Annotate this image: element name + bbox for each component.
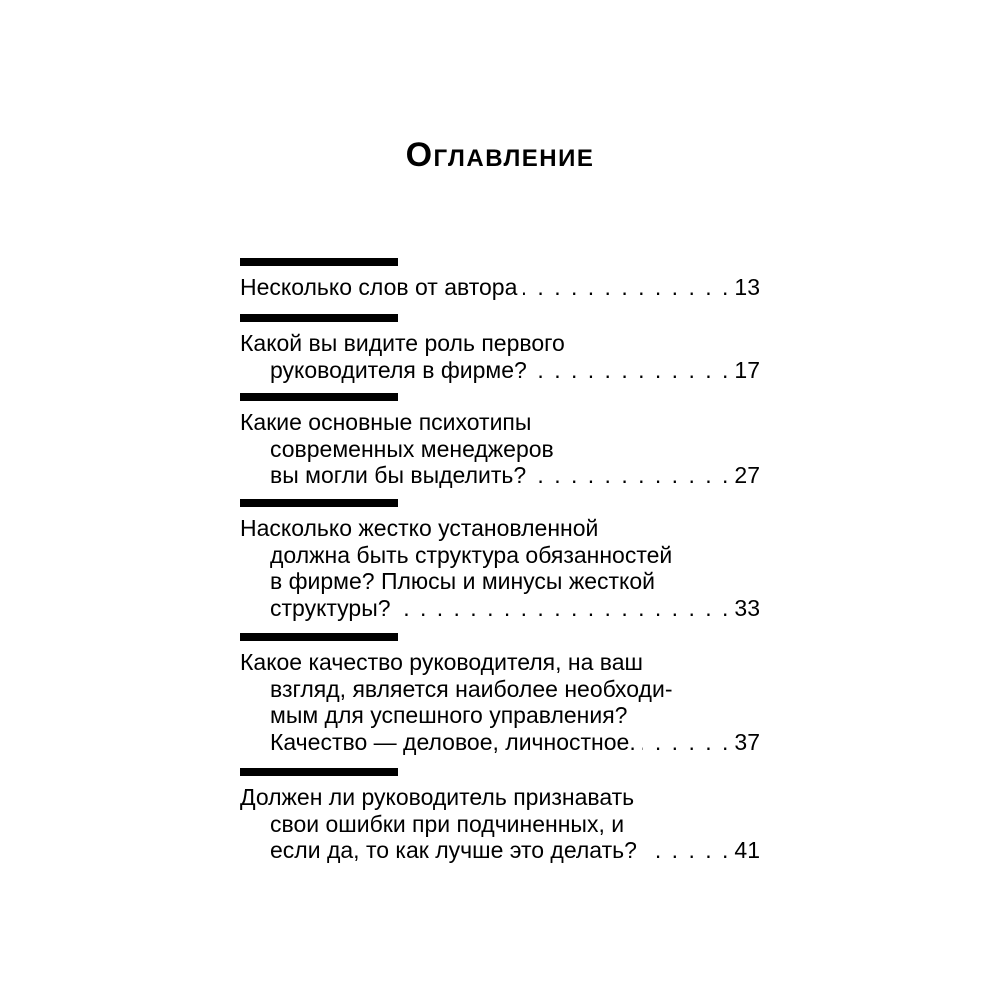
toc-entry <box>240 633 760 755</box>
toc-entry-text: если да, то как лучше это делать? <box>270 837 637 863</box>
toc-entry-text: Качество — деловое, личностное. <box>270 728 636 755</box>
page-number: 27 <box>734 462 760 488</box>
section-bar <box>240 393 398 401</box>
dot-leader <box>532 462 730 489</box>
dot-leader <box>643 837 731 864</box>
page-number: 37 <box>734 728 760 755</box>
section-bar <box>240 499 398 507</box>
toc-entry <box>240 258 760 301</box>
toc-entry-text: вы могли бы выделить? <box>270 462 527 488</box>
toc-line: Какое качество руководителя, на ваш <box>240 649 643 675</box>
toc-line <box>240 729 760 756</box>
toc-entry-text: структуры? <box>270 594 391 621</box>
page-number: 17 <box>734 356 760 383</box>
toc-line: свои ошибки при подчиненных, и <box>270 810 625 837</box>
section-bar <box>240 314 398 322</box>
page-number: 41 <box>734 837 760 863</box>
toc-line: в фирме? Плюсы и минусы жесткой <box>270 568 656 594</box>
dot-leader <box>533 357 731 384</box>
toc-entry-text: руководителя в фирме? <box>270 356 527 383</box>
page-title: Оглавление <box>405 136 595 174</box>
section-bar <box>240 633 398 641</box>
dot-leader <box>523 274 730 301</box>
toc-entry <box>240 314 760 383</box>
section-bar <box>240 768 398 776</box>
toc-line: взгляд, является наиболее необходи- <box>270 675 673 702</box>
toc-line <box>240 357 760 384</box>
toc-entry <box>240 499 760 621</box>
section-bar <box>240 258 398 266</box>
toc-line: должна быть структура обязанностей <box>270 541 673 568</box>
dot-leader <box>397 595 731 622</box>
toc-line <box>240 837 760 864</box>
toc-line: современных менеджеров <box>270 435 554 462</box>
toc-line: Какие основные психотипы <box>240 409 532 435</box>
toc-line: мым для успешного управления? <box>270 702 628 728</box>
toc-line <box>240 274 760 301</box>
page-number: 33 <box>734 594 760 621</box>
toc-entry <box>240 393 760 489</box>
toc-entry <box>240 768 760 864</box>
toc-line: Должен ли руководитель признавать <box>240 784 635 810</box>
dot-leader <box>642 729 731 756</box>
page-number: 13 <box>734 274 760 300</box>
toc-line: Насколько жестко установленной <box>240 515 599 541</box>
toc-line <box>240 595 760 622</box>
toc-line <box>240 462 760 489</box>
toc-line: Какой вы видите роль первого <box>240 330 565 356</box>
toc-entry-text: Несколько слов от автора <box>240 274 518 300</box>
